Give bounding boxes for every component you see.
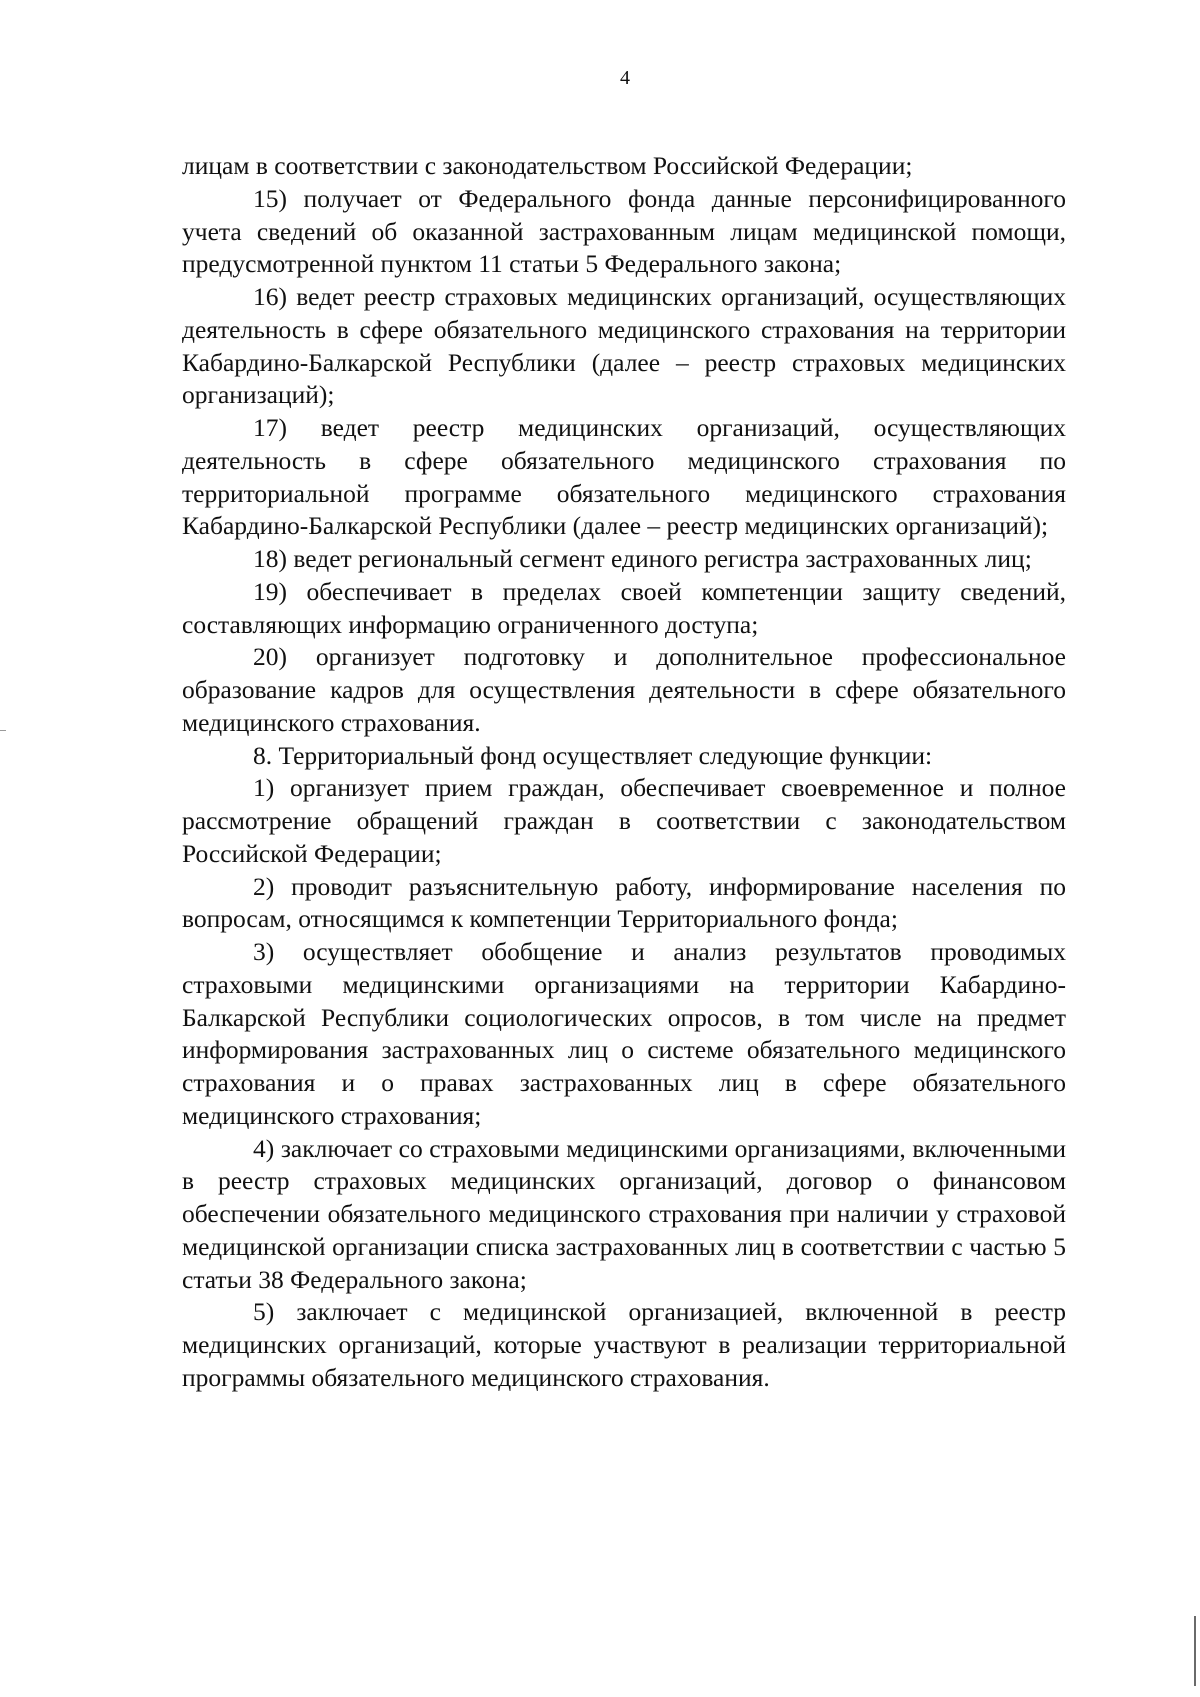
paragraph-item-20: 20) организует подготовку и дополнительное профессиональное образование кадров для осуществления деятельности в сфере обязательного медицинского страхования. [182, 642, 1066, 737]
paragraph-function-4: 4) заключает со страховыми медицинскими организациями, включенными в реестр страховых медицинских организаций, договор о финансовом обеспечении обязательного медицинского страхования при наличии у страховой медицинской организации списка застрахованных лиц в соответствии с частью 5 статьи 38 Федерального закона; [182, 1133, 1066, 1294]
paragraph-function-1: 1) организует прием граждан, обеспечивает своевременное и полное рассмотрение обращений граждан в соответствии с законодательством Российской Федерации; [182, 773, 1066, 868]
paragraph-function-2: 2) проводит разъяснительную работу, информирование населения по вопросам, относящимся к компетенции Территориального фонда; [182, 871, 1066, 934]
paragraph-function-5: 5) заключает с медицинской организацией, включенной в реестр медицинских организаций, которые участвуют в реализации территориальной программы обязательного медицинского страхования. [182, 1297, 1066, 1392]
section-heading-8: 8. Территориальный фонд осуществляет следующие функции: [253, 740, 933, 770]
paragraph-item-16: 16) ведет реестр страховых медицинских организаций, осуществляющих деятельность в сфере обязательного медицинского страхования на территории Кабардино-Балкарской Республики (далее – реестр страховых медицинских организаций); [182, 282, 1066, 410]
paragraph-item-15: 15) получает от Федерального фонда данные персонифицированного учета сведений об оказанной застрахованным лицам медицинской помощи, предусмотренной пунктом 11 статьи 5 Федерального закона; [182, 183, 1066, 279]
paragraph-item-17: 17) ведет реестр медицинских организаций, осуществляющих деятельность в сфере обязательного медицинского страхования по территориальной программе обязательного медицинского страхования Кабардино-Балкарской Республики (далее – реестр медицинских организаций); [182, 413, 1066, 541]
paragraph-function-3: 3) осуществляет обобщение и анализ результатов проводимых страховыми медицинскими организациями на территории Кабардино-Балкарской Республики социологических опросов, в том числе на предмет информирования застрахованных лиц о системе обязательного медицинского страхования и о правах застрахованных лиц в сфере обязательного медицинского страхования; [182, 937, 1066, 1130]
document-body [182, 150, 1066, 1395]
paragraph-continuation: лицам в соответствии с законодательством Российской Федерации; [182, 151, 913, 180]
page-number: 4 [620, 67, 630, 89]
scan-edge-mark-right [1194, 1616, 1196, 1686]
paragraph-item-19: 19) обеспечивает в пределах своей компетенции защиту сведений, составляющих информацию ограниченного доступа; [182, 576, 1066, 639]
paragraph-item-18: 18) ведет региональный сегмент единого регистра застрахованных лиц; [253, 544, 1032, 573]
scan-edge-mark-left [0, 730, 6, 731]
